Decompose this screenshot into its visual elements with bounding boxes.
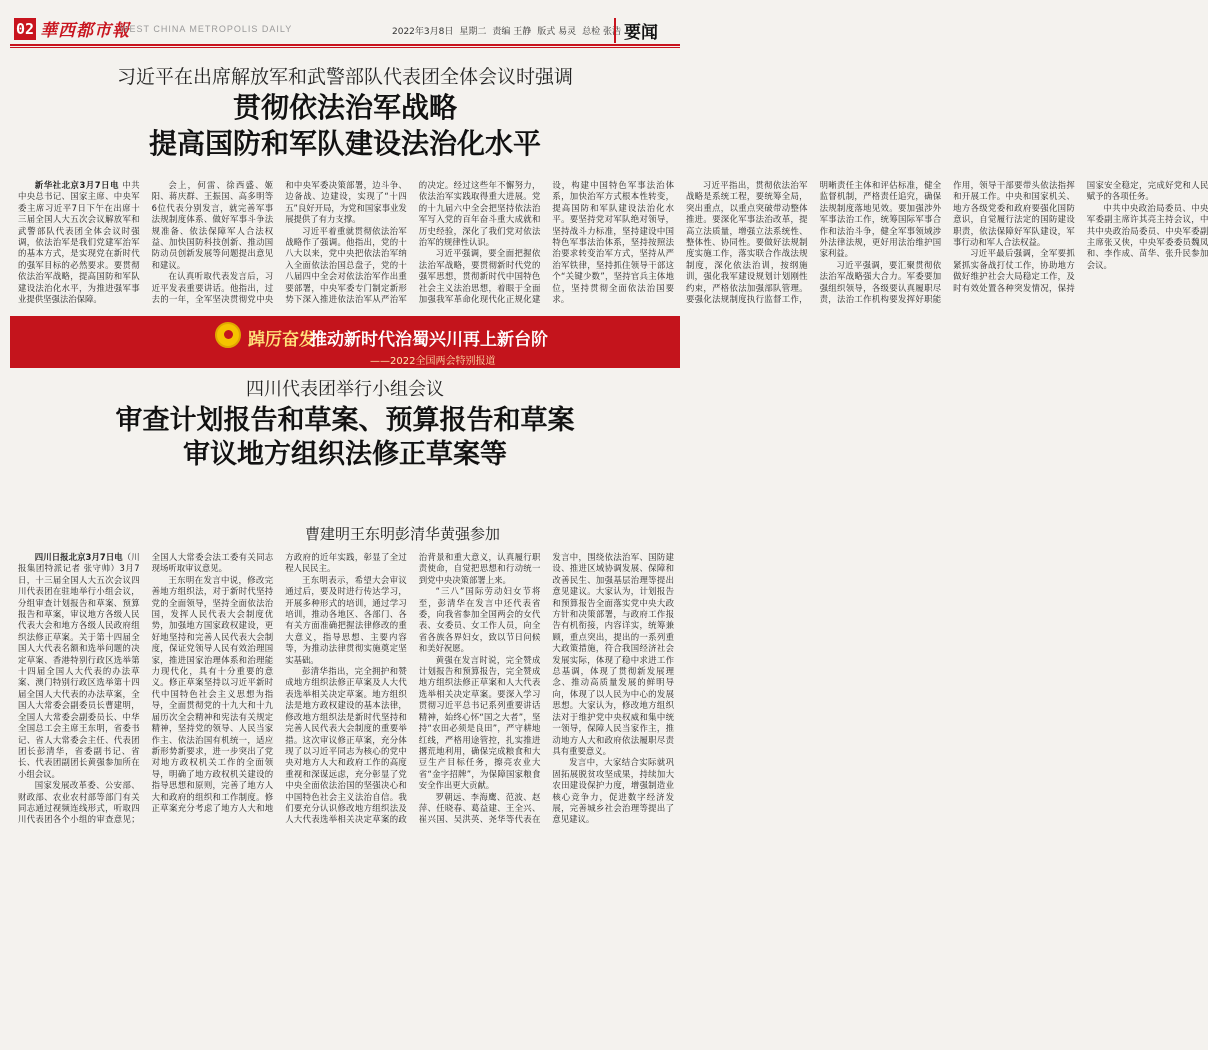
article2-paragraph: 四川日报北京3月7日电（川报集团特派记者 张守帅）3月7日，十三届全国人大五次会议四川代表团在驻地举行小组会议，分组审查计划报告和草案、预算报告和草案，审议地方各级人民代表大会和地方各级人民政府组织法修正草案。关于第十四届全国人大代表名额和选举问题的决定草案、香港特别行政区选举第十四届全国人大代表的办法草案、澳门特别行政区选举第十四届全国人大代表的办法草案，全国人大常委会副委员长曹建明，全国人大常委会副委员长、中华全国总工会主席王东明，省委书记、省人大常委会主任、代表团团长彭清华，省委副书记、省长、代表团副团长黄强参加所在小组会议。 xyxy=(18,552,140,779)
special-report-banner xyxy=(10,316,680,368)
article2-subhead: 曹建明王东明彭清华黄强参加 xyxy=(304,525,500,543)
article2-paragraph: “三八”国际劳动妇女节将至，彭清华在发言中还代表省委，向我省参加全国两会的女代表、女委员、女工作人员，向全省各族各界妇女，致以节日问候和美好祝愿。 xyxy=(418,586,541,654)
article2-paragraph: 黄强在发言时说，完全赞成计划报告和预算报告，完全赞成地方组织法修正草案和人大代表选举相关决定草案。要深入学习贯彻习近平总书记系列重要讲话精神，始终心怀“国之大者”，坚持“农田必须是良田”，严守耕地红线，严格用途管控，扎实推进撂荒地利用，确保完成粮食和大豆生产目标任务，擦亮农业大省“金字招牌”，为保障国家粮食安全作出更大贡献。 xyxy=(418,654,541,791)
banner-slogan-1: 踔厉奋发 xyxy=(248,330,316,350)
masthead xyxy=(0,0,690,44)
article2-headline-line2: 审议地方组织法修正草案等 xyxy=(183,439,507,470)
article2-body xyxy=(18,552,674,1040)
newspaper-english-name: WEST CHINA METROPOLIS DAILY xyxy=(120,24,293,34)
article1-paragraph: 中共中央政治局委员、中央军委副主席许其亮主持会议，中共中央政治局委员、中央军委副主席张又侠，中央军委委员魏凤和、李作成、苗华、张升民参加会议。 xyxy=(1086,202,1208,270)
article1-paragraph: 习近平着重就贯彻依法治军战略作了强调。他指出，党的十八大以来，党中央把依法治军纳入全面依法治国总盘子，党的十八届四中全会对依法治军作出重要部署，中央军委专门制定新形势下深入推进依法治军从严治军的决定。经过这些年不懈努力，依法治军实践取得重大进展。党的十九届六中全会把坚持依法治军写入党的百年奋斗重大成就和历史经验，深化了我们党对依法治军的规律性认识。 xyxy=(285,180,541,305)
banner-subtitle: ——2022全国两会特别报道 xyxy=(370,356,496,367)
article1-paragraph: 习近平最后强调，全军要抓紧抓实备战打仗工作，协助地方做好维护社会大局稳定工作，及时有效处置各种突发情况，保持国家安全稳定，完成好党和人民赋予的各项任务。 xyxy=(953,180,1208,293)
masthead-rule-thin xyxy=(10,47,680,48)
article1-headline[interactable] xyxy=(0,90,690,162)
newspaper-logo[interactable]: 華西都市報 xyxy=(40,21,130,41)
article2-headline[interactable] xyxy=(0,404,690,472)
article1-paragraph: 习近平强调，要全面把握依法治军战略，要贯彻新时代党的强军思想，贯彻新时代中国特色社会主义法治思想，着眼于全面加强我军革命化现代化正规化建设，构建中国特色军事法治体系，加快治军方式根本性转变，提高国防和军队建设法治化水平。要坚持党对军队绝对领导，坚持战斗力标准，坚持建设中国特色军事法治体系，坚持按照法治要求转变治军方式，坚持从严治军铁律，坚持抓住领导干部这个“关键少数”，坚持官兵主体地位，坚持贯彻全面依法治国要求。 xyxy=(418,180,674,305)
article2-lead: 四川日报北京3月7日电 xyxy=(34,552,123,562)
layout-credit: 版式 易灵 xyxy=(537,27,577,37)
article1-headline-line1: 贯彻依法治军战略 xyxy=(232,91,457,124)
article2-kicker: 四川代表团举行小组会议 xyxy=(246,379,444,400)
masthead-rule xyxy=(10,44,680,46)
editor-credit: 责编 王静 xyxy=(492,27,532,37)
issue-dateline xyxy=(392,24,627,37)
issue-date: 2022年3月8日 xyxy=(392,27,454,37)
article1-lead: 新华社北京3月7日电 xyxy=(34,180,120,190)
article1-paragraph: 习近平指出，贯彻依法治军战略是系统工程，要统筹全局，突出重点，以重点突破带动整体推进。要深化军事法治改革，提高立法质量，增强立法系统性、整体性、协同性。要做好法规制度实施工作，落实联合作战法规制度，深化依法治训，按纲施训，强化我军建设规划计划刚性约束，严格依法加强部队管理。要强化法规制度执行监督工作，明晰责任主体和评估标准，健全监督机制，严格责任追究，确保法规制度落地见效。要加强涉外军事法治工作，统筹国际军事合作和法治斗争，健全军事领域涉外法律法规，更好用法治维护国家利益。 xyxy=(685,180,942,305)
banner-slogan-2: 推动新时代治蜀兴川再上新台阶 xyxy=(310,330,548,350)
article2-paragraph: 彭清华指出，完全拥护和赞成地方组织法修正草案及人大代表选举相关决定草案。地方组织法是地方政权建设的基本法律，修改地方组织法是新时代坚持和完善人民代表大会制度的重要举措。这次审议修正草案，充分体现了以习近平同志为核心的党中央对地方人大和政府工作的高度重视和深谋远虑，充分彰显了党中央全面依法治国的坚强决心和中国特色社会主义法治自信。我们要充分认识修改地方组织法及人大代表选举相关决定草案的政治背景和重大意义，认真履行职责使命，自觉把思想和行动统一到党中央决策部署上来。 xyxy=(285,552,541,825)
article2-paragraph: 发言中，大家结合实际就巩固拓展脱贫攻坚成果，持续加大农田建设保护力度，增强制造业核心竞争力，促进数字经济发展，完善城乡社会治理等提出了意见建议。 xyxy=(552,757,674,825)
article1-paragraph: 习近平强调，要汇聚贯彻依法治军战略强大合力。军委要加强组织领导，各级要认真履职尽责，法治工作机构要发挥好职能作用，领导干部要带头依法指挥和开展工作。中央和国家机关、地方各级党委和政府要强化国防意识，自觉履行法定的国防建设职责，依法保障好军队建设，军事行动和军人合法权益。 xyxy=(819,180,1075,305)
article1-paragraph: 在认真听取代表发言后，习近平发表重要讲话。他指出，过去的一年，全军坚决贯彻党中央和中央军委决策部署，边斗争、边备战、边建设，实现了“十四五”良好开局，为党和国家事业发展提供了有力支撑。 xyxy=(151,180,407,305)
article2-headline-line1: 审查计划报告和草案、预算报告和草案 xyxy=(115,405,575,436)
article1-headline-line2: 提高国防和军队建设法治化水平 xyxy=(148,127,541,160)
article2-paragraph: 王东明表示，希望大会审议通过后，要及时进行传达学习，开展多种形式的培训，通过学习培训，推动各地区、各部门、各有关方面准确把握法律修改的重大意义，指导思想、主要内容等，为推动法律贯彻实施奠定坚实基础。 xyxy=(285,574,407,665)
article2-paragraph: 王东明在发言中说，修改完善地方组织法，对于新时代坚持党的全面领导，坚持全面依法治国，发挥人民代表大会制度优势，加强地方国家政权建设，更好地坚持和完善人民代表大会制度，保证党领导人民有效治理国家，推进国家治理体系和治理能力现代化，具有十分重要的意义。修正草案坚持以习近平新时代中国特色社会主义思想为指导，全面贯彻党的十九大和十九届历次全会精神和宪法有关规定精神，坚持党的领导、人民当家作主、依法治国有机统一，适应新形势新要求，进一步突出了党对地方政权机关工作的全面领导，明确了地方政权机关建设的指导思想和原则，完善了地方人大和政府的组织和工作制度。修正草案充分考虑了地方人大和地方政府的近年实践，彰显了全过程人民民主。 xyxy=(151,552,407,813)
article1-kicker: 习近平在出席解放军和武警部队代表团全体会议时强调 xyxy=(116,66,573,88)
article1-paragraph: 新华社北京3月7日电 中共中央总书记、国家主席、中央军委主席习近平7日下午在出席十三届全国人大五次会议解放军和武警部队代表团全体会议时强调，依法治军是我们党建军治军的基本方式，是实现党在新时代的强军目标的必然要求。要贯彻依法治军战略，提高国防和军队建设法治化水平，为推进强军事业提供坚强法治保障。 xyxy=(18,180,140,305)
article2-paragraph: 罗朝远、李海鹰、范波、赵萍、任晓春、葛益建、王全兴、崔兴国、吴洪英、尧华等代表在发言中，围绕依法治军、国防建设、推进区域协调发展、保障和改善民生、加强基层治理等提出意见建议。大家认为，计划报告和预算报告全面落实党中央大政方针和决策部署，与政府工作报告有机衔接，内容详实，统筹兼顾，重点突出，提出的一系列重大政策措施，符合我国经济社会发展实际，体现了稳中求进工作总基调，体现了贯彻新发展理念、推动高质量发展的鲜明导向，体现了以人民为中心的发展思想。大家认为，修改地方组织法对于维护党中央权威和集中统一领导，保障人民当家作主，推动地方人大和政府依法履职尽责具有重要意义。 xyxy=(418,552,674,825)
emblem-icon xyxy=(215,322,241,348)
article1-body xyxy=(18,180,1208,308)
article1-paragraph: 会上，何雷、徐西盛、姬阳、蒋庆群、王振国、高多明等6位代表分别发言，就完善军事法规制度体系、做好军事斗争法规准备、依法保障军人合法权益、加快国防科技创新、推动国防动员创新发展等问题提出意见和建议。 xyxy=(151,180,274,270)
proofread-credit: 总检 张浩 xyxy=(582,27,621,37)
issue-weekday: 星期二 xyxy=(459,27,487,37)
article2-paragraph: 国家发展改革委、公安部、财政部、农业农村部等部门有关同志通过视频连线形式，听取四川代表团各个小组的审查意见；全国人大常委会法工委有关同志现场听取审议意见。 xyxy=(18,552,274,825)
page-number: 02 xyxy=(15,20,35,38)
section-name[interactable]: 要闻 xyxy=(614,18,658,43)
